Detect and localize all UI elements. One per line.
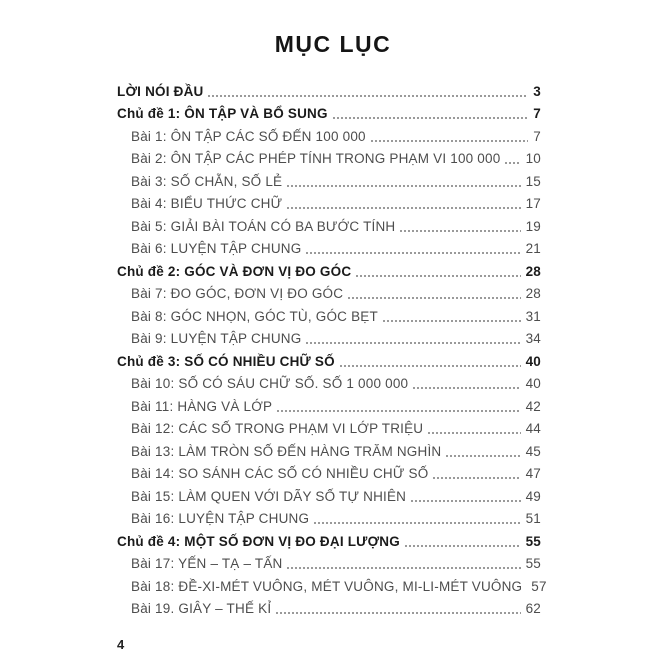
toc-entry-label: Chủ đề 4: MỘT SỐ ĐƠN VỊ ĐO ĐẠI LƯỢNG xyxy=(117,533,400,549)
toc-entry-label: Bài 10: SỐ CÓ SÁU CHỮ SỐ. SỐ 1 000 000 xyxy=(131,376,409,391)
toc-entry-label: Bài 1: ÔN TẬP CÁC SỐ ĐẾN 100 000 xyxy=(131,128,366,144)
page-number: 4 xyxy=(117,637,125,652)
toc-entry-label: Bài 8: GÓC NHỌN, GÓC TÙ, GÓC BẸT xyxy=(131,308,378,324)
dot-leader xyxy=(445,441,520,462)
toc-entry xyxy=(117,237,541,260)
toc-entry-page: 51 xyxy=(525,511,541,526)
toc-entry xyxy=(117,214,541,237)
toc-entry-label: Bài 13: LÀM TRÒN SỐ ĐẾN HÀNG TRĂM NGHÌN xyxy=(131,443,442,459)
toc-entry xyxy=(117,439,541,462)
toc-entry xyxy=(117,507,541,530)
dot-leader xyxy=(399,216,520,237)
toc-entry-label: Bài 9: LUYỆN TẬP CHUNG xyxy=(131,331,302,346)
toc-entry-page: 40 xyxy=(525,353,541,369)
toc-list xyxy=(117,79,547,619)
toc-entry-label: Bài 7: ĐO GÓC, ĐƠN VỊ ĐO GÓC xyxy=(131,286,344,301)
toc-entry-page: 40 xyxy=(525,376,541,391)
toc-entry xyxy=(117,124,541,147)
toc-entry xyxy=(117,79,541,102)
toc-entry-page: 55 xyxy=(525,533,541,549)
toc-entry-page: 62 xyxy=(525,601,541,616)
toc-entry xyxy=(117,552,541,575)
toc-entry-page: 28 xyxy=(525,263,541,279)
toc-entry-label: Bài 5: GIẢI BÀI TOÁN CÓ BA BƯỚC TÍNH xyxy=(131,218,396,234)
dot-leader xyxy=(286,553,520,574)
toc-entry-page: 34 xyxy=(525,331,541,346)
toc-entry xyxy=(117,327,541,350)
toc-entry-page: 47 xyxy=(525,466,541,481)
dot-leader xyxy=(305,328,520,349)
dot-leader xyxy=(504,148,520,169)
toc-entry-page: 21 xyxy=(525,241,541,256)
dot-leader xyxy=(332,103,529,124)
dot-leader xyxy=(339,351,521,372)
toc-entry-label: Bài 4: BIỂU THỨC CHỮ xyxy=(131,196,283,211)
toc-entry xyxy=(117,417,541,440)
dot-leader xyxy=(404,531,521,552)
toc-entry-page: 19 xyxy=(525,218,541,234)
toc-entry xyxy=(117,192,541,215)
toc-entry-label: Bài 3: SỐ CHẴN, SỐ LẺ xyxy=(131,173,283,189)
dot-leader xyxy=(410,486,520,507)
toc-entry xyxy=(117,102,541,125)
dot-leader xyxy=(276,396,520,417)
toc-entry xyxy=(117,259,541,282)
toc-entry-page: 7 xyxy=(533,106,541,121)
toc-entry xyxy=(117,462,541,485)
toc-entry-page: 28 xyxy=(525,286,541,301)
toc-entry-label: Bài 19. GIÂY – THẾ KỈ xyxy=(131,601,272,616)
toc-entry xyxy=(117,484,541,507)
toc-entry-label: Bài 12: CÁC SỐ TRONG PHẠM VI LỚP TRIỆU xyxy=(131,421,424,436)
toc-entry-label: Bài 18: ĐỀ-XI-MÉT VUÔNG, MÉT VUÔNG, MI-LI-MÉT VUÔNG xyxy=(131,578,523,594)
toc-entry-page: 45 xyxy=(525,443,541,459)
dot-leader xyxy=(427,418,520,439)
toc-entry-label: Bài 11: HÀNG VÀ LỚP xyxy=(131,398,273,414)
dot-leader xyxy=(347,283,520,304)
toc-entry-page: 44 xyxy=(525,421,541,436)
toc-entry xyxy=(117,574,547,597)
toc-entry-label: Chủ đề 3: SỐ CÓ NHIỀU CHỮ SỐ xyxy=(117,353,335,369)
toc-entry-page: 31 xyxy=(525,308,541,324)
toc-entry xyxy=(117,147,541,170)
toc-entry-page: 15 xyxy=(525,173,541,189)
toc-entry-page: 3 xyxy=(533,83,541,99)
dot-leader xyxy=(313,508,520,529)
toc-entry-label: Chủ đề 2: GÓC VÀ ĐƠN VỊ ĐO GÓC xyxy=(117,263,352,279)
toc-entry-page: 7 xyxy=(533,128,541,144)
dot-leader xyxy=(286,193,520,214)
dot-leader xyxy=(207,81,528,102)
toc-entry xyxy=(117,394,541,417)
dot-leader xyxy=(275,598,520,619)
toc-entry-label: Bài 6: LUYỆN TẬP CHUNG xyxy=(131,241,302,256)
toc-entry xyxy=(117,529,541,552)
toc-entry-label: Bài 15: LÀM QUEN VỚI DÃY SỐ TỰ NHIÊN xyxy=(131,488,407,504)
dot-leader xyxy=(412,373,520,394)
toc-entry-label: Bài 16: LUYỆN TẬP CHUNG xyxy=(131,511,310,526)
toc-entry-page: 55 xyxy=(525,556,541,571)
toc-entry xyxy=(117,169,541,192)
toc-entry-page: 10 xyxy=(525,151,541,166)
toc-entry-page: 17 xyxy=(525,196,541,211)
dot-leader xyxy=(305,238,520,259)
toc-entry xyxy=(117,304,541,327)
toc-entry-label: Bài 14: SO SÁNH CÁC SỐ CÓ NHIỀU CHỮ SỐ xyxy=(131,466,429,481)
toc-entry xyxy=(117,349,541,372)
toc-entry xyxy=(117,282,541,305)
dot-leader xyxy=(286,171,520,192)
dot-leader xyxy=(355,261,520,282)
toc-entry-page: 49 xyxy=(525,488,541,504)
dot-leader xyxy=(382,306,521,327)
dot-leader xyxy=(370,126,529,147)
toc-entry xyxy=(117,372,541,395)
page-title: MỤC LỤC xyxy=(274,31,392,57)
toc-entry-label: Bài 2: ÔN TẬP CÁC PHÉP TÍNH TRONG PHẠM VI 100 000 xyxy=(131,151,501,166)
toc-entry-page: 42 xyxy=(525,398,541,414)
toc-entry-page: 57 xyxy=(531,578,547,594)
toc-entry-label: Bài 17: YẾN – TẠ – TẤN xyxy=(131,556,283,571)
toc-entry-label: LỜI NÓI ĐẦU xyxy=(117,83,204,99)
toc-entry xyxy=(117,597,541,620)
dot-leader xyxy=(432,463,520,484)
toc-entry-label: Chủ đề 1: ÔN TẬP VÀ BỔ SUNG xyxy=(117,106,328,121)
